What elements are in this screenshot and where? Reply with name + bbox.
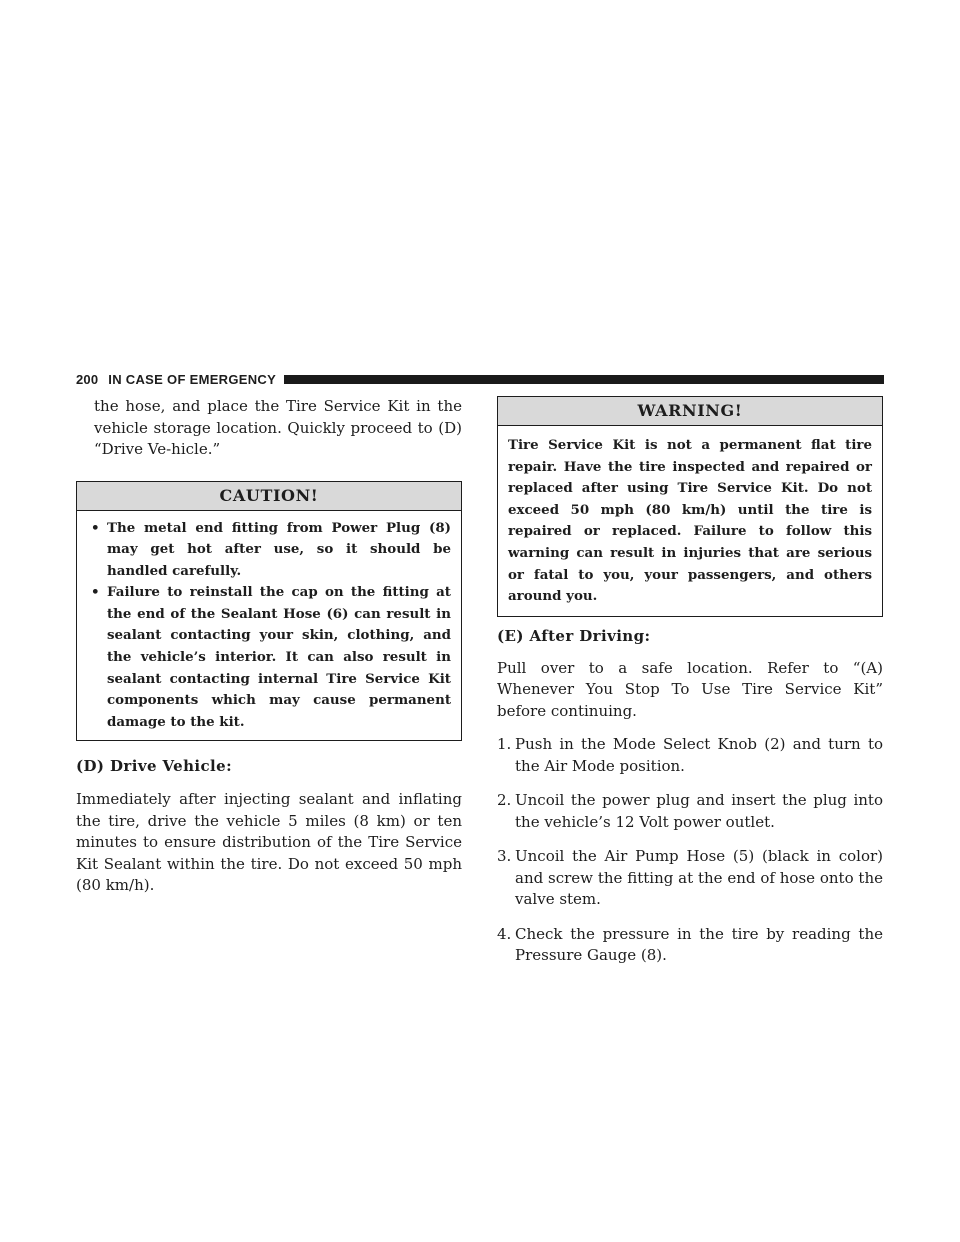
step-number: 3. <box>497 847 512 866</box>
caution-item <box>87 582 451 733</box>
caution-list <box>87 518 451 734</box>
after-driving-paragraph: Pull over to a safe location. Refer to “(A) Whenever You Stop To Use Tire Service Kit” before continuing. <box>497 658 883 720</box>
step-text: Uncoil the power plug and insert the plug into the vehicle’s 12 Volt power outlet. <box>515 791 883 831</box>
page-header <box>76 372 884 386</box>
caution-item <box>87 518 451 583</box>
step-number: 4. <box>497 924 512 943</box>
continued-paragraph: the hose, and place the Tire Service Kit in the vehicle storage location. Quickly proceed to (D) “Drive Ve-hicle.” <box>94 397 462 458</box>
warning-text: Tire Service Kit is not a permanent flat tire repair. Have the tire inspected and repaired or replaced after using Tire Service Kit. Do not exceed 50 mph (80 km/h) until the tire is repaired or replaced. Failure to follow this warning can result in injuries that are serious or fatal to you, your passengers, and others around you. <box>508 437 872 605</box>
warning-box <box>497 396 883 617</box>
drive-vehicle-paragraph: Immediately after injecting sealant and inflating the tire, drive the vehicle 5 miles (8 km) or ten minutes to ensure distribution of the Tire Service Kit Sealant within the tire. Do not exceed 50 mph (80 km/h). <box>76 790 462 895</box>
list-item <box>497 924 883 967</box>
warning-body <box>498 426 882 616</box>
caution-item-text: The metal end fitting from Power Plug (8) may get hot after use, so it should be handled carefully. <box>107 519 451 579</box>
step-text: Uncoil the Air Pump Hose (5) (black in color) and screw the fitting at the end of hose onto the valve stem. <box>515 847 883 909</box>
step-text: Push in the Mode Select Knob (2) and turn to the Air Mode position. <box>515 735 883 775</box>
caution-item-text: Failure to reinstall the cap on the fitting at the end of the Sealant Hose (6) can result in sealant contacting your skin, clothing, and the vehicle’s interior. It can also result in sealant contacting internal Tire Service Kit components which may cause permanent damage to the kit. <box>107 584 451 730</box>
caution-title: CAUTION! <box>77 482 461 511</box>
header-rule <box>284 375 884 384</box>
step-text: Check the pressure in the tire by reading the Pressure Gauge (8). <box>515 924 883 965</box>
steps-list <box>497 734 883 967</box>
caution-body <box>77 511 461 741</box>
left-column <box>76 396 462 897</box>
list-item <box>497 734 883 777</box>
after-driving-heading: (E) After Driving: <box>497 626 651 645</box>
caution-box <box>76 481 462 742</box>
drive-vehicle-heading: (D) Drive Vehicle: <box>76 757 233 776</box>
page-number: 200 <box>76 371 99 387</box>
bullet-icon: • <box>91 519 100 536</box>
list-item <box>497 846 883 911</box>
step-number: 2. <box>497 791 512 810</box>
warning-title: WARNING! <box>498 397 882 426</box>
list-item <box>497 790 883 833</box>
section-title: IN CASE OF EMERGENCY <box>108 371 277 387</box>
step-number: 1. <box>497 735 512 754</box>
bullet-icon: • <box>91 584 100 601</box>
right-column <box>497 396 883 980</box>
